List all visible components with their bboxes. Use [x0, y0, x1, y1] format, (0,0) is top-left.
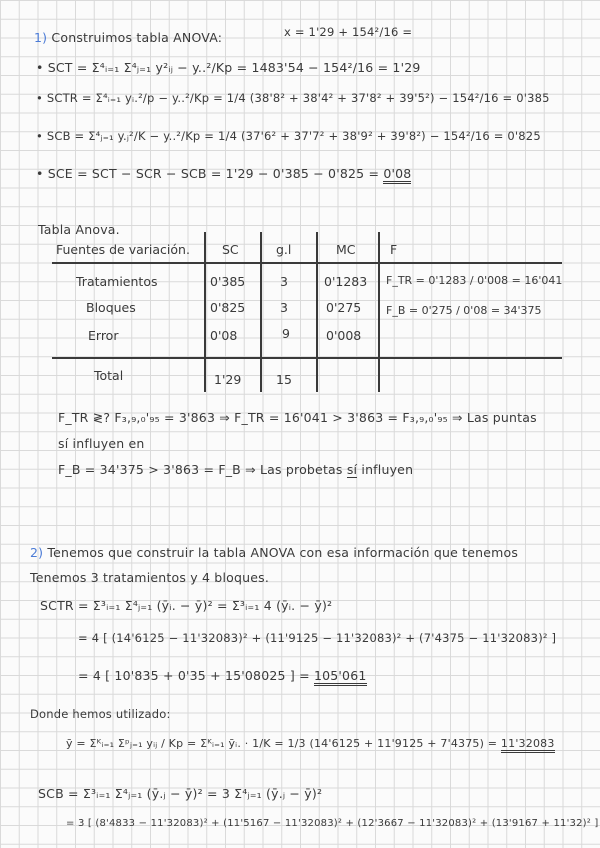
table-col-divider-3 [316, 232, 318, 392]
table-col-divider-1 [204, 232, 206, 392]
row-source: Bloques [86, 300, 136, 315]
row-source: Tratamientos [76, 274, 158, 289]
sctr2-line-3-prefix: = 4 [ 10'835 + 0'35 + 15'08025 ] = [78, 668, 310, 683]
table-total-divider [52, 357, 562, 359]
row-sc: 0'825 [210, 300, 246, 315]
section2-number: 2) [30, 545, 44, 560]
row-gl: 3 [280, 274, 288, 289]
header-f: F [390, 242, 398, 257]
sctr2-line-2: = 4 [ (14'6125 − 11'32083)² + (11'9125 − 11'32083)² + (7'4375 − 11'32083)² ] [78, 631, 557, 645]
row-sc: 0'08 [210, 328, 238, 343]
sctr2-line-1: SCTR = Σ³ᵢ₌₁ Σ⁴ⱼ₌₁ (ȳᵢ. − ȳ)² = Σ³ᵢ₌₁ 4 (ȳᵢ. − ȳ)² [40, 598, 333, 613]
row-gl: 3 [280, 300, 288, 315]
table-col-divider-2 [260, 232, 262, 392]
ybar-result: 11'32083 [501, 737, 555, 753]
header-sc: SC [222, 242, 239, 257]
sct-line: • SCT = Σ⁴ᵢ₌₁ Σ⁴ⱼ₌₁ y²ᵢⱼ − y..²/Kp = 1483'54 − 154²/16 = 1'29 [36, 60, 421, 75]
table-header-divider [52, 262, 562, 264]
f-tr-value: F_TR = 0'1283 / 0'008 = 16'041 [386, 274, 563, 287]
sctr2-result: 105'061 [314, 668, 367, 686]
sctr2-line-3 [78, 668, 367, 684]
header-gl: g.l [276, 242, 292, 257]
sctr-line: • SCTR = Σ⁴ᵢ₌₁ yᵢ.²/p − y..²/Kp = 1/4 (38'8² + 38'4² + 37'8² + 39'5²) − 154²/16 = 0'385 [36, 91, 550, 105]
section2-intro: Tenemos que construir la tabla ANOVA con esa información que tenemos [47, 545, 519, 560]
section1-heading-line [34, 30, 222, 46]
ybar-line [66, 736, 555, 752]
total-gl: 15 [276, 372, 292, 387]
table-col-divider-4 [378, 232, 380, 392]
sce-value: 0'08 [383, 166, 411, 184]
conclusion-line-1: F_TR ≷? F₃,₉,₀'₉₅ = 3'863 ⇒ F_TR = 16'041 > 3'863 = F₃,₉,₀'₉₅ ⇒ Las puntas [58, 410, 537, 425]
donde-line: Donde hemos utilizado: [30, 707, 171, 721]
row-sc: 0'385 [210, 274, 246, 289]
section2-line-1 [30, 545, 518, 561]
conclusion-si: sí [346, 462, 358, 477]
f-b-value: F_B = 0'275 / 0'08 = 34'375 [386, 304, 542, 317]
ybar-prefix: ȳ = Σᴷᵢ₌₁ Σᵖⱼ₌₁ yᵢⱼ / Kp = Σᴷᵢ₌₁ ȳᵢ. · 1/K = 1/3 (14'6125 + 11'9125 + 7'4375) = [66, 737, 498, 750]
header-mc: MC [336, 242, 356, 257]
row-mc: 0'1283 [324, 274, 368, 289]
conclusion-line-2: sí influyen en [58, 436, 145, 451]
conclusion-line-3-suffix: influyen [361, 462, 414, 477]
scb2-line-1: SCB = Σ³ᵢ₌₁ Σ⁴ⱼ₌₁ (ȳ.ⱼ − ȳ)² = 3 Σ⁴ⱼ₌₁ (ȳ.ⱼ − ȳ)² [38, 786, 323, 801]
side-note: x = 1'29 + 154²/16 = [284, 25, 413, 39]
row-source: Error [88, 328, 119, 343]
section2-line-2: Tenemos 3 tratamientos y 4 bloques. [30, 570, 269, 585]
table-title: Tabla Anova. [38, 222, 120, 237]
conclusion-line-3-prefix: F_B = 34'375 > 3'863 = F_B ⇒ Las probetas [58, 462, 343, 477]
header-fuentes: Fuentes de variación. [56, 242, 190, 257]
scb-line: • SCB = Σ⁴ⱼ₌₁ y.ⱼ²/K − y..²/Kp = 1/4 (37'6² + 37'7² + 38'9² + 39'8²) − 154²/16 = 0'825 [36, 129, 541, 143]
sce-prefix: • SCE = SCT − SCR − SCB = 1'29 − 0'385 − 0'825 = [36, 166, 380, 181]
conclusion-line-3 [58, 462, 413, 478]
total-sc: 1'29 [214, 372, 242, 387]
section1-heading: Construimos tabla ANOVA: [51, 30, 223, 45]
row-mc: 0'008 [326, 328, 362, 343]
row-mc: 0'275 [326, 300, 362, 315]
scb2-line-2: = 3 [ (8'4833 − 11'32083)² + (11'5167 − 11'32083)² + (12'3667 − 11'32083)² + (13'9167 + 11'32)² ] [66, 818, 599, 829]
row-gl: 9 [282, 326, 290, 341]
total-source: Total [94, 368, 124, 383]
section1-number: 1) [34, 30, 48, 45]
sce-line [36, 166, 411, 182]
